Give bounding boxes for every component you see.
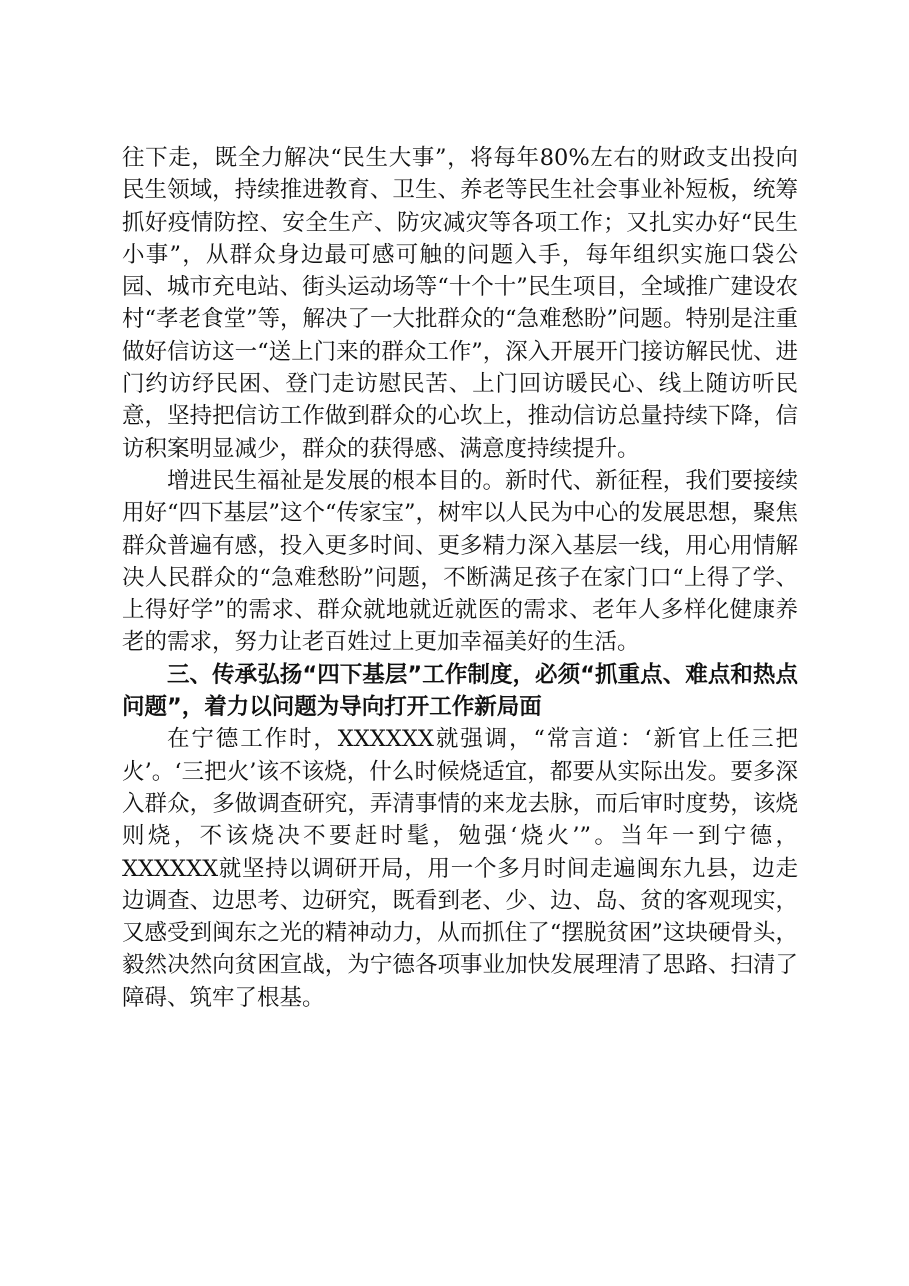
paragraph-ningde-work: 在宁德工作时，XXXXXX就强调，“常言道：‘新官上任三把火’。‘三把火’该不该烧，什么时候烧适宜，都要从实际出发。要多深入群众，多做调查研究，弄清事情的来龙去脉，而后审时度势，该烧则烧，不该烧决不要赶时髦，勉强‘烧火’”。当年一到宁德，XXXXXX就坚持以调研开局，用一个多月时间走遍闽东九县，边走边调查、边思考、边研究，既看到老、少、边、岛、贫的客观现实，又感受到闽东之光的精神动力，从而抓住了“摆脱贫困”这块硬骨头，毅然决然向贫困宣战，为宁德各项事业加快发展理清了思路、扫清了障碍、筑牢了根基。 bbox=[122, 726, 798, 1011]
paragraph-continued: 往下走，既全力解决“民生大事”，将每年80%左右的财政支出投向民生领域，持续推进教育、卫生、养老等民生社会事业补短板，统筹抓好疫情防控、安全生产、防灾减灾等各项工作；又扎实办好“民生小事”，从群众身边最可感可触的问题入手，每年组织实施口袋公园、城市充电站、街头运动场等“十个十”民生项目，全域推广建设农村“孝老食堂”等，解决了一大批群众的“急难愁盼”问题。特别是注重做好信访这一“送上门来的群众工作”，深入开展开门接访解民忧、进门约访纾民困、登门走访慰民苦、上门回访暖民心、线上随访听民意，坚持把信访工作做到群众的心坎上，推动信访总量持续下降，信访积案明显减少，群众的获得感、满意度持续提升。 bbox=[122, 145, 799, 462]
paragraph-livelihood-welfare: 增进民生福祉是发展的根本目的。新时代、新征程，我们要接续用好“四下基层”这个“传家宝”，树牢以人民为中心的发展思想，聚焦群众普遍有感，投入更多时间、更多精力深入基层一线，用心用情解决人民群众的“急难愁盼”问题，不断满足孩子在家门口“上得了学、上得好学”的需求、群众就地就近就医的需求、老年人多样化健康养老的需求，努力让老百姓过上更加幸福美好的生活。 bbox=[122, 467, 799, 656]
document-body bbox=[122, 142, 798, 1014]
section-heading-three: 三、传承弘扬“四下基层”工作制度，必须“抓重点、难点和热点问题”，着力以问题为导向打开工作新局面 bbox=[122, 661, 798, 721]
